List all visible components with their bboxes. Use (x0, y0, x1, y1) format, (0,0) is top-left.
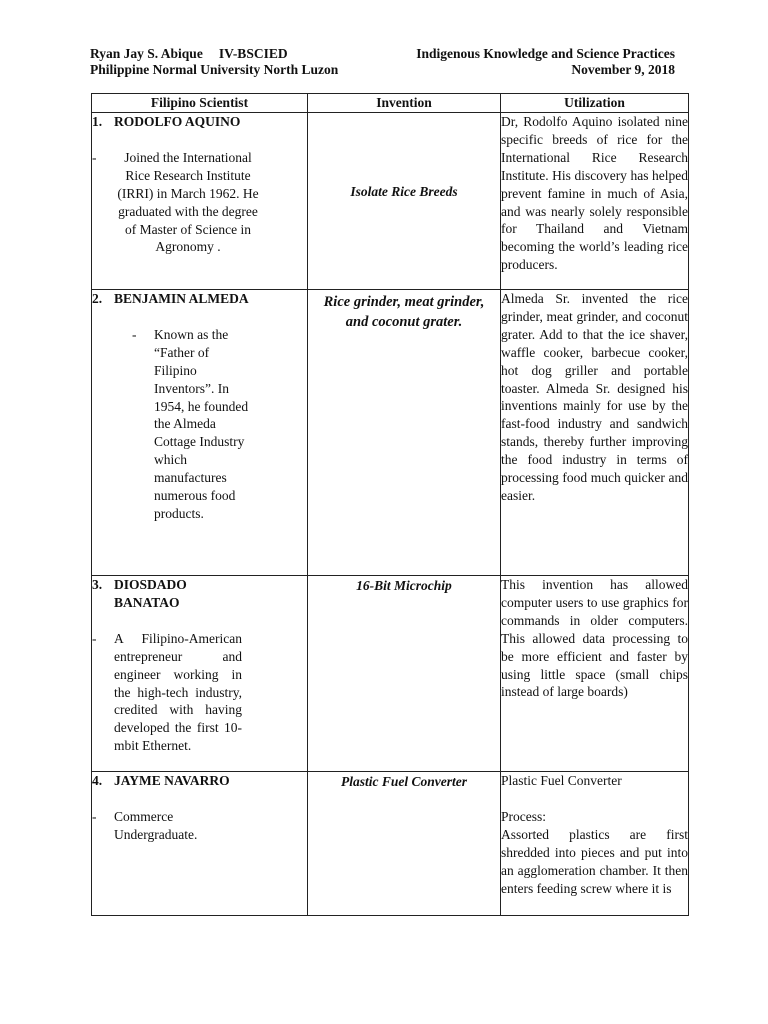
process-text: Assorted plastics are first shredded into pieces and put into an agglomeration chamber. It then enters feeding screw where it is (501, 826, 688, 896)
column-header-scientist: Filipino Scientist (92, 94, 308, 113)
invention-text: Plastic Fuel Converter (341, 774, 467, 789)
scientist-description (92, 630, 307, 755)
utilization-cell (501, 772, 689, 916)
column-header-utilization: Utilization (501, 94, 689, 113)
row-number: 1. (92, 114, 103, 129)
invention-cell (308, 290, 501, 576)
description-text: Commerce Undergraduate. (114, 808, 198, 842)
scientist-description (92, 326, 307, 523)
utilization-content (501, 772, 688, 914)
course: IV-BSCIED (218, 46, 288, 61)
scientist-name (92, 576, 307, 612)
author-name: Ryan Jay S. Abique (90, 46, 203, 61)
utilization-text: This invention has allowed computer users to use graphics for commands in older computers. This allowed data processing to be more efficient and faster by using little space (small chips instead of large boards) (501, 577, 688, 700)
row-number: 3. (92, 577, 103, 592)
subject-title: Indigenous Knowledge and Science Practices (416, 46, 675, 61)
table-row (92, 576, 689, 772)
utilization-text: Plastic Fuel Converter (501, 773, 622, 788)
utilization-cell (501, 113, 689, 290)
utilization-cell (501, 290, 689, 576)
scientist-description (92, 808, 307, 844)
invention-text: Isolate Rice Breeds (350, 184, 458, 199)
scientist-cell (92, 576, 308, 772)
scientist-name-text: BENJAMIN ALMEDA (114, 291, 249, 306)
bullet-dash: - (132, 326, 137, 342)
bullet-dash: - (92, 630, 97, 646)
scientist-name (92, 113, 307, 131)
description-text: A Filipino-American entrepreneur and engineer working in the high-tech industry, credited with having developed the first 10-mbit Ethernet. (114, 630, 242, 754)
scientist-name (92, 290, 307, 308)
invention-cell (308, 772, 501, 916)
scientist-name-text: DIOSDADO BANATAO (114, 577, 187, 610)
bullet-dash: - (92, 808, 97, 824)
scientist-cell (92, 290, 308, 576)
author-line (90, 46, 288, 62)
table-header-row (92, 94, 689, 113)
description-text: Joined the International Rice Research Institute (IRRI) in March 1962. He graduated with the degree of Master of Science in Agronomy . (117, 149, 259, 255)
scientist-description (92, 149, 307, 256)
utilization-text: Dr, Rodolfo Aquino isolated nine specific breeds of rice for the International Rice Research Institute. His discovery has helped prevent famine in much of Asia, and was nearly solely responsible for Thailand and Vietnam becoming the world’s leading rice producers. (501, 114, 688, 273)
invention-cell (308, 113, 501, 290)
scientists-table (91, 93, 689, 916)
invention-text: 16-Bit Microchip (356, 578, 452, 593)
utilization-cell (501, 576, 689, 772)
scientist-name-text: RODOLFO AQUINO (114, 114, 241, 129)
scientist-cell (92, 113, 308, 290)
table-row (92, 290, 689, 576)
utilization-text: Almeda Sr. invented the rice grinder, meat grinder, and coconut grater. Add to that the ice shaver, waffle cooker, barbecue cooker, hot dog griller and portable toaster. Almeda Sr. designed his inventions mainly for use by the fast-food industry and sandwich stands, thereby further improving the food industry in terms of processing food much quicker and easier. (501, 291, 688, 503)
table-row (92, 113, 689, 290)
description-text: Known as the “Father of Filipino Inventors”. In 1954, he founded the Almeda Cottage Industry which manufactures numerous food products. (154, 326, 249, 521)
row-number: 2. (92, 291, 103, 306)
bullet-dash: - (92, 149, 97, 165)
invention-text: Rice grinder, meat grinder, and coconut grater. (323, 294, 485, 330)
school-name: Philippine Normal University North Luzon (90, 62, 339, 77)
process-label: Process: (501, 808, 546, 824)
invention-cell (308, 576, 501, 772)
document-date: November 9, 2018 (571, 62, 675, 77)
scientist-name-text: JAYME NAVARRO (114, 773, 230, 788)
row-number: 4. (92, 773, 103, 788)
scientist-name (92, 772, 307, 790)
scientist-cell (92, 772, 308, 916)
column-header-invention: Invention (308, 94, 501, 113)
table-row (92, 772, 689, 916)
